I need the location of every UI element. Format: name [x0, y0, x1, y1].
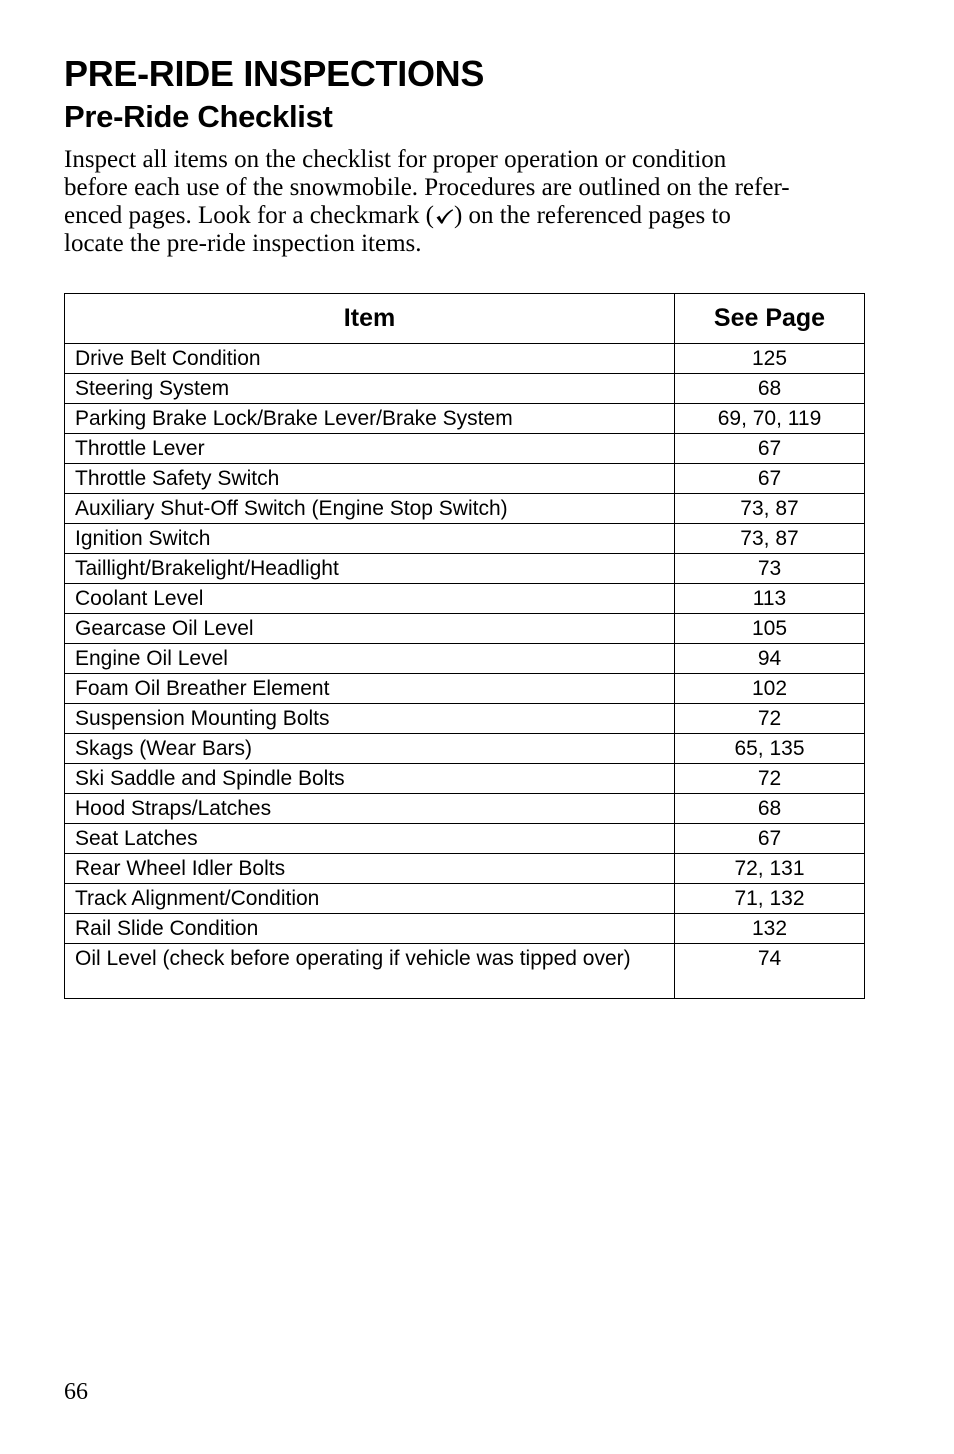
checkmark-icon	[434, 207, 454, 225]
item-cell: Coolant Level	[65, 584, 675, 614]
page-cell: 73	[675, 554, 865, 584]
item-cell: Seat Latches	[65, 824, 675, 854]
item-cell: Auxiliary Shut-Off Switch (Engine Stop Switch)	[65, 494, 675, 524]
column-header-page: See Page	[675, 294, 865, 344]
item-cell: Parking Brake Lock/Brake Lever/Brake System	[65, 404, 675, 434]
page-cell: 73, 87	[675, 494, 865, 524]
table-row	[65, 854, 865, 884]
table-row	[65, 734, 865, 764]
page-cell: 132	[675, 914, 865, 944]
item-cell: Gearcase Oil Level	[65, 614, 675, 644]
page-cell: 73, 87	[675, 524, 865, 554]
table-row	[65, 434, 865, 464]
pre-ride-checklist-table	[64, 293, 865, 999]
subsection-title: Pre-Ride Checklist	[64, 99, 333, 134]
table-row	[65, 944, 865, 999]
table-row	[65, 704, 865, 734]
page-cell: 74	[675, 944, 865, 999]
page-cell: 65, 135	[675, 734, 865, 764]
page-cell: 72	[675, 704, 865, 734]
intro-line-2: before each use of the snowmobile. Procedures are outlined on the refer-	[64, 174, 790, 201]
item-cell: Hood Straps/Latches	[65, 794, 675, 824]
item-cell: Rail Slide Condition	[65, 914, 675, 944]
item-cell: Drive Belt Condition	[65, 344, 675, 374]
intro-line-4: locate the pre-ride inspection items.	[64, 230, 422, 257]
item-cell: Engine Oil Level	[65, 644, 675, 674]
table-row	[65, 404, 865, 434]
table-row	[65, 914, 865, 944]
item-cell: Steering System	[65, 374, 675, 404]
page-cell: 67	[675, 824, 865, 854]
item-cell: Oil Level (check before operating if vehicle was tipped over)	[65, 944, 675, 999]
item-cell: Rear Wheel Idler Bolts	[65, 854, 675, 884]
table-row	[65, 374, 865, 404]
table-row	[65, 464, 865, 494]
table-row	[65, 674, 865, 704]
table-row	[65, 344, 865, 374]
table-row	[65, 824, 865, 854]
item-cell: Foam Oil Breather Element	[65, 674, 675, 704]
intro-line-1: Inspect all items on the checklist for proper operation or condition	[64, 146, 727, 173]
table-row	[65, 794, 865, 824]
intro-line-3	[64, 202, 864, 230]
page-number: 66	[64, 1379, 88, 1405]
page-cell: 94	[675, 644, 865, 674]
intro-line-3-start: enced pages. Look for a checkmark (	[64, 202, 434, 229]
page-cell: 69, 70, 119	[675, 404, 865, 434]
intro-line-3-end: ) on the referenced pages to	[453, 202, 731, 229]
item-cell: Skags (Wear Bars)	[65, 734, 675, 764]
page-cell: 71, 132	[675, 884, 865, 914]
table-row	[65, 614, 865, 644]
item-cell: Ignition Switch	[65, 524, 675, 554]
page-cell: 125	[675, 344, 865, 374]
table-row	[65, 584, 865, 614]
table-row	[65, 524, 865, 554]
item-cell: Throttle Lever	[65, 434, 675, 464]
item-cell: Taillight/Brakelight/Headlight	[65, 554, 675, 584]
page-cell: 67	[675, 434, 865, 464]
item-cell: Throttle Safety Switch	[65, 464, 675, 494]
table-row	[65, 644, 865, 674]
table-header-row	[65, 294, 865, 344]
page-cell: 68	[675, 374, 865, 404]
page-cell: 105	[675, 614, 865, 644]
intro-paragraph	[64, 146, 864, 258]
page-cell: 67	[675, 464, 865, 494]
table-row	[65, 764, 865, 794]
page-cell: 102	[675, 674, 865, 704]
table-row	[65, 884, 865, 914]
column-header-item: Item	[65, 294, 675, 344]
section-title: PRE-RIDE INSPECTIONS	[64, 53, 485, 94]
page-cell: 72, 131	[675, 854, 865, 884]
page-cell: 72	[675, 764, 865, 794]
item-cell: Ski Saddle and Spindle Bolts	[65, 764, 675, 794]
page-cell: 113	[675, 584, 865, 614]
page-cell: 68	[675, 794, 865, 824]
table-row	[65, 554, 865, 584]
item-cell: Suspension Mounting Bolts	[65, 704, 675, 734]
item-cell: Track Alignment/Condition	[65, 884, 675, 914]
table-row	[65, 494, 865, 524]
